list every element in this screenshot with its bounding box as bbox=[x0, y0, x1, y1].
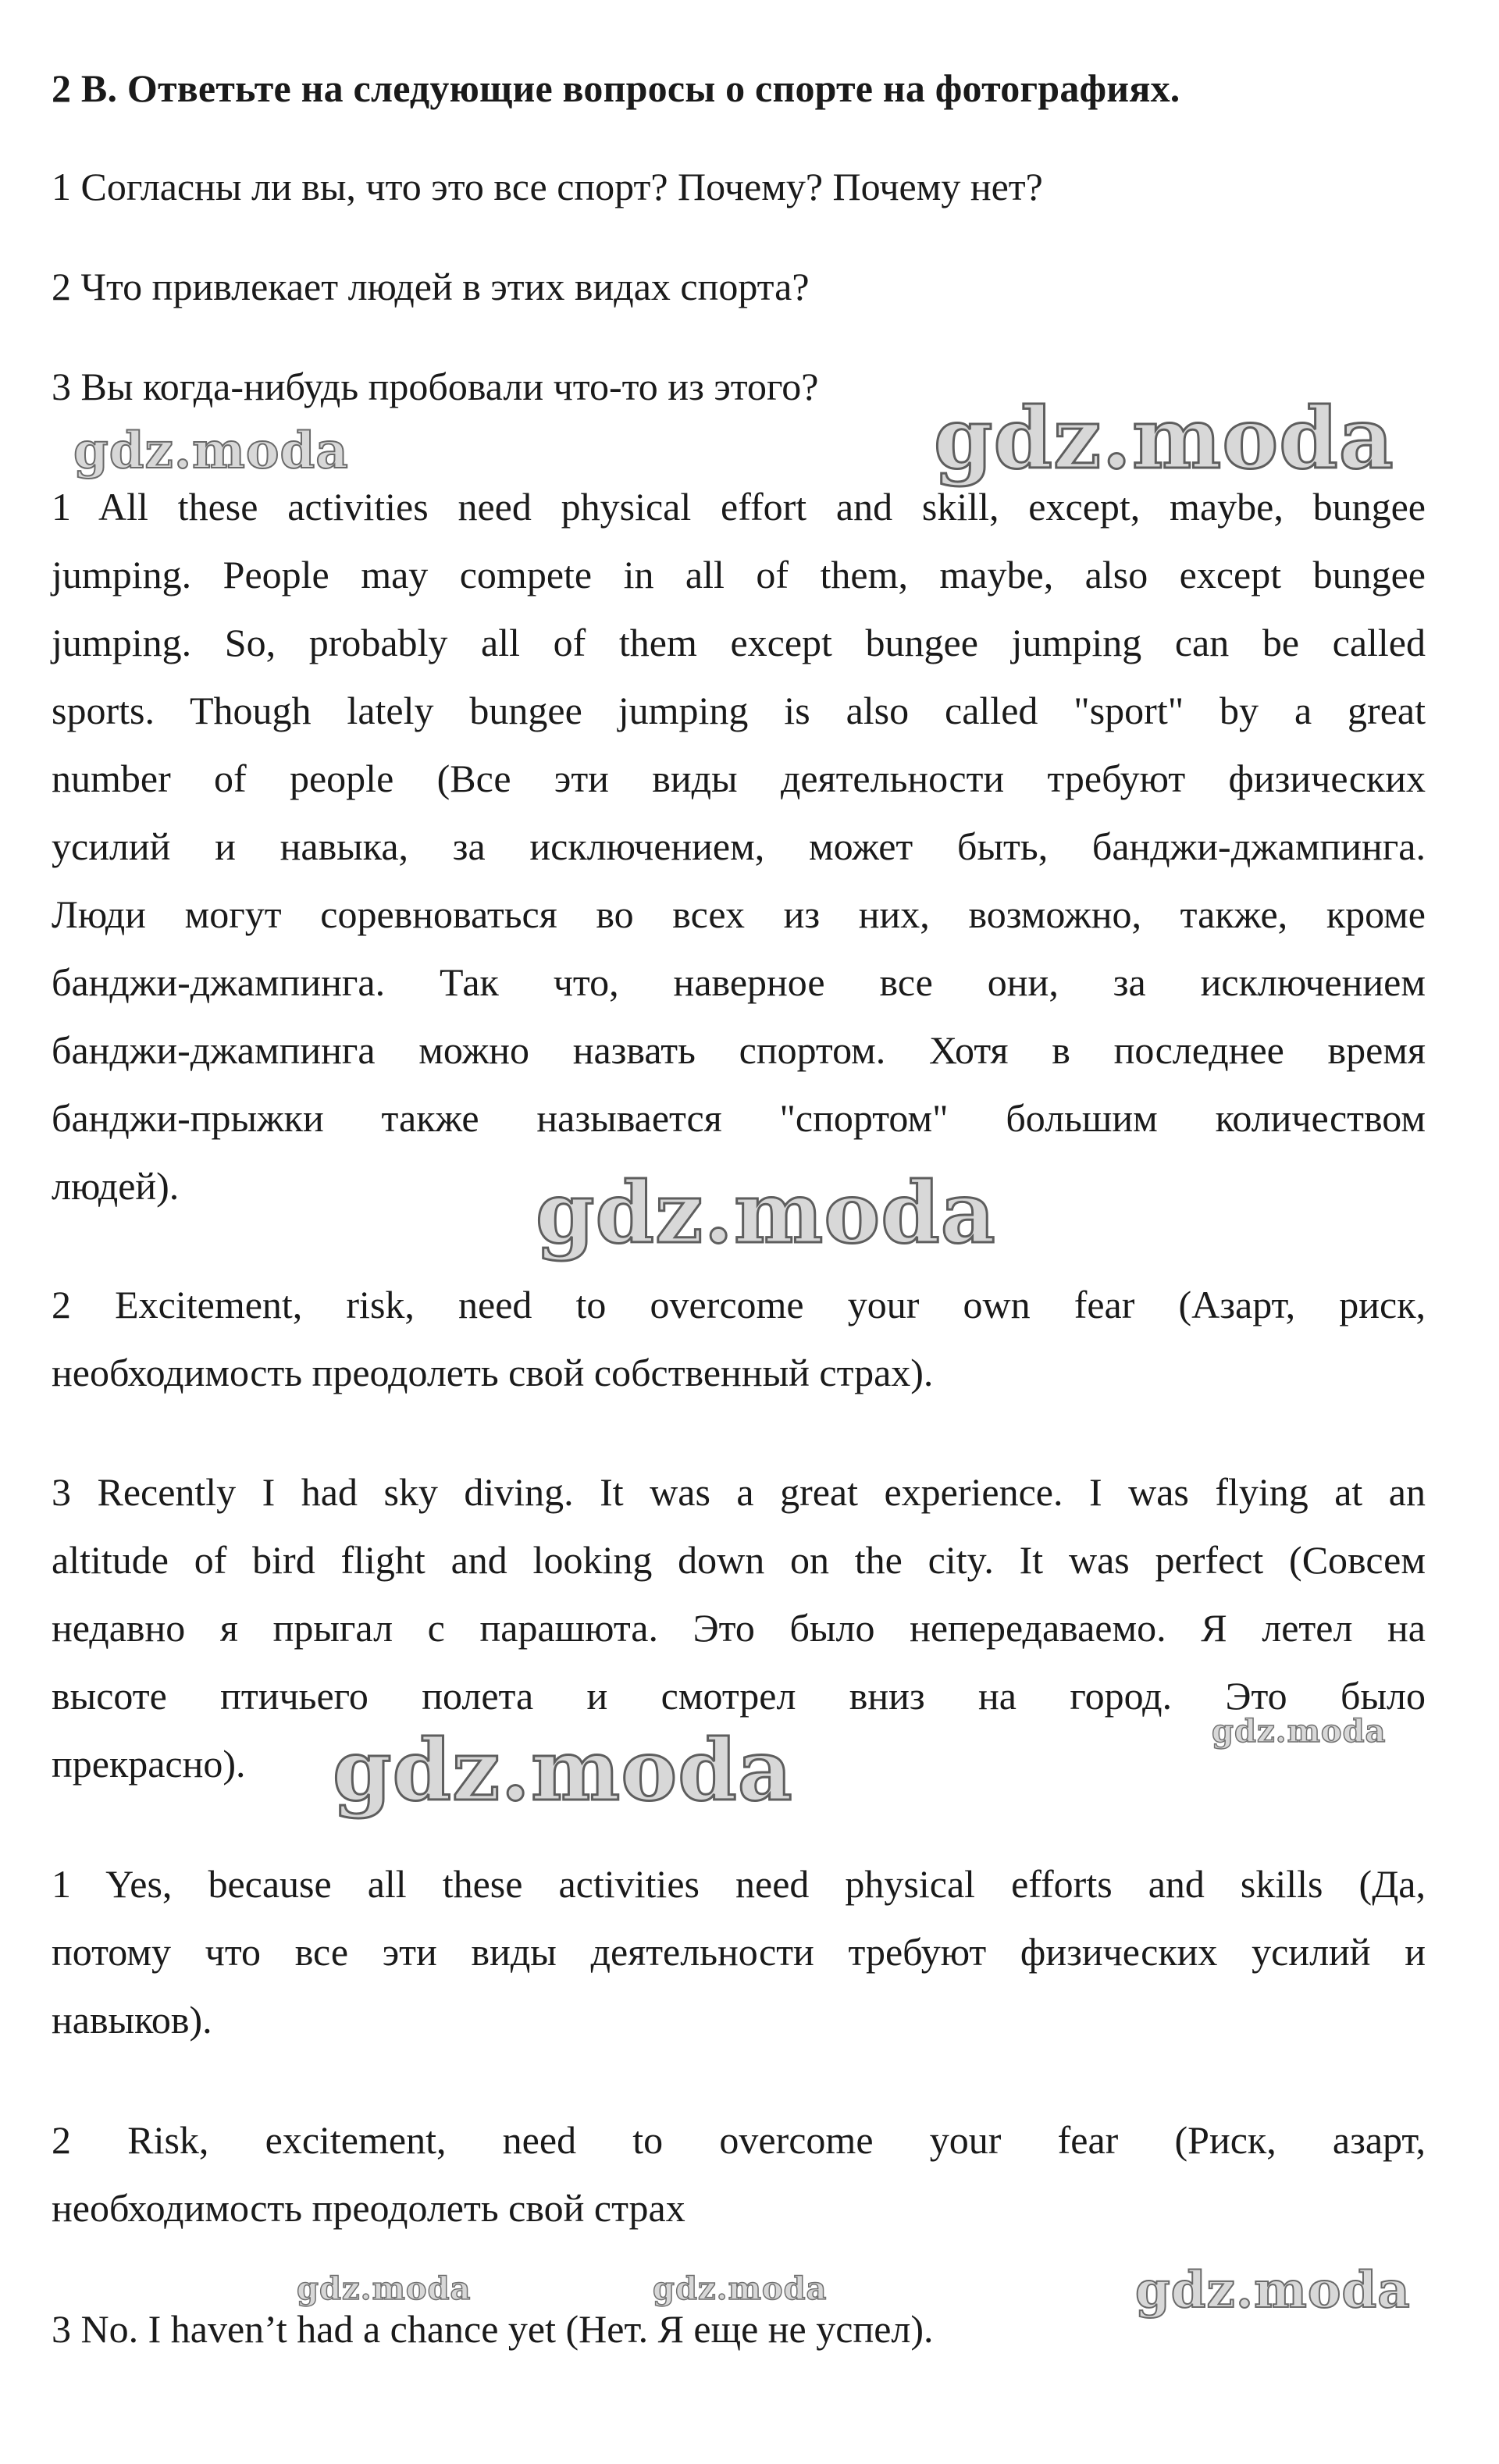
text-line: sports. Though lately bungee jumping is also called "sport" by a great bbox=[52, 689, 1426, 732]
text-line: необходимость преодолеть свой собственный страх). bbox=[52, 1351, 934, 1394]
watermark: gdz.moda bbox=[333, 1722, 793, 1820]
text-line: jumping. People may compete in all of them, maybe, also except bungee bbox=[52, 553, 1426, 596]
text-line: недавно я прыгал с парашюта. Это было непередаваемо. Я летел на bbox=[52, 1606, 1426, 1650]
text-line: усилий и навыка, за исключением, может быть, банджи-джампинга. bbox=[52, 824, 1426, 868]
text-line: 1 All these activities need physical effort and skill, except, maybe, bungee bbox=[52, 485, 1426, 529]
answer-alt-1-block bbox=[52, 1850, 1426, 2054]
watermark: gdz.moda bbox=[297, 2270, 472, 2307]
text-line: прекрасно). bbox=[52, 1742, 246, 1786]
text-line: altitude of bird flight and looking down on the city. It was perfect (Совсем bbox=[52, 1538, 1426, 1582]
text-line: 2 Excitement, risk, need to overcome your own fear (Азарт, риск, bbox=[52, 1283, 1426, 1326]
text-line: потому что все эти виды деятельности требуют физических усилий и bbox=[52, 1930, 1426, 1974]
text-line: Люди могут соревноваться во всех из них, возможно, также, кроме bbox=[52, 892, 1426, 936]
question-2: 2 Что привлекает людей в этих видах спорта? bbox=[52, 265, 810, 308]
answer-alt-2-block bbox=[52, 2106, 1426, 2242]
text-line: 2 Risk, excitement, need to overcome your fear (Риск, азарт, bbox=[52, 2118, 1426, 2162]
watermark: gdz.moda bbox=[934, 390, 1394, 488]
text-line: навыков). bbox=[52, 1998, 212, 2042]
text-line: банджи-джампинга. Так что, наверное все они, за исключением bbox=[52, 960, 1426, 1004]
text-line: банджи-прыжки также называется "спортом" большим количеством bbox=[52, 1096, 1426, 1140]
text-line: банджи-джампинга можно назвать спортом. Хотя в последнее время bbox=[52, 1028, 1426, 1072]
text-line: 3 Recently I had sky diving. It was a great experience. I was flying at an bbox=[52, 1470, 1426, 1514]
watermark: gdz.moda bbox=[73, 422, 349, 480]
text-line: высоте птичьего полета и смотрел вниз на город. Это было bbox=[52, 1674, 1426, 1718]
text-line: number of people (Все эти виды деятельности требуют физических bbox=[52, 757, 1426, 800]
answer-1-block bbox=[52, 473, 1426, 1220]
watermark: gdz.moda bbox=[1212, 1713, 1387, 1750]
watermark: gdz.moda bbox=[1135, 2261, 1411, 2320]
answer-2-block bbox=[52, 1271, 1426, 1407]
text-line: jumping. So, probably all of them except bungee jumping can be called bbox=[52, 621, 1426, 664]
watermark: gdz.moda bbox=[653, 2270, 828, 2307]
text-line: 1 Yes, because all these activities need physical efforts and skills (Да, bbox=[52, 1862, 1426, 1906]
exercise-heading: 2 B. Ответьте на следующие вопросы о спорте на фотографиях. bbox=[52, 66, 1180, 110]
watermark: gdz.moda bbox=[536, 1164, 996, 1262]
text-line: людей). bbox=[52, 1164, 180, 1208]
answer-alt-3: 3 No. I haven’t had a chance yet (Нет. Я еще не успел). bbox=[52, 2307, 934, 2351]
text-line: необходимость преодолеть свой страх bbox=[52, 2186, 685, 2230]
question-1: 1 Согласны ли вы, что это все спорт? Почему? Почему нет? bbox=[52, 165, 1043, 208]
question-3: 3 Вы когда-нибудь пробовали что-то из этого? bbox=[52, 365, 819, 408]
